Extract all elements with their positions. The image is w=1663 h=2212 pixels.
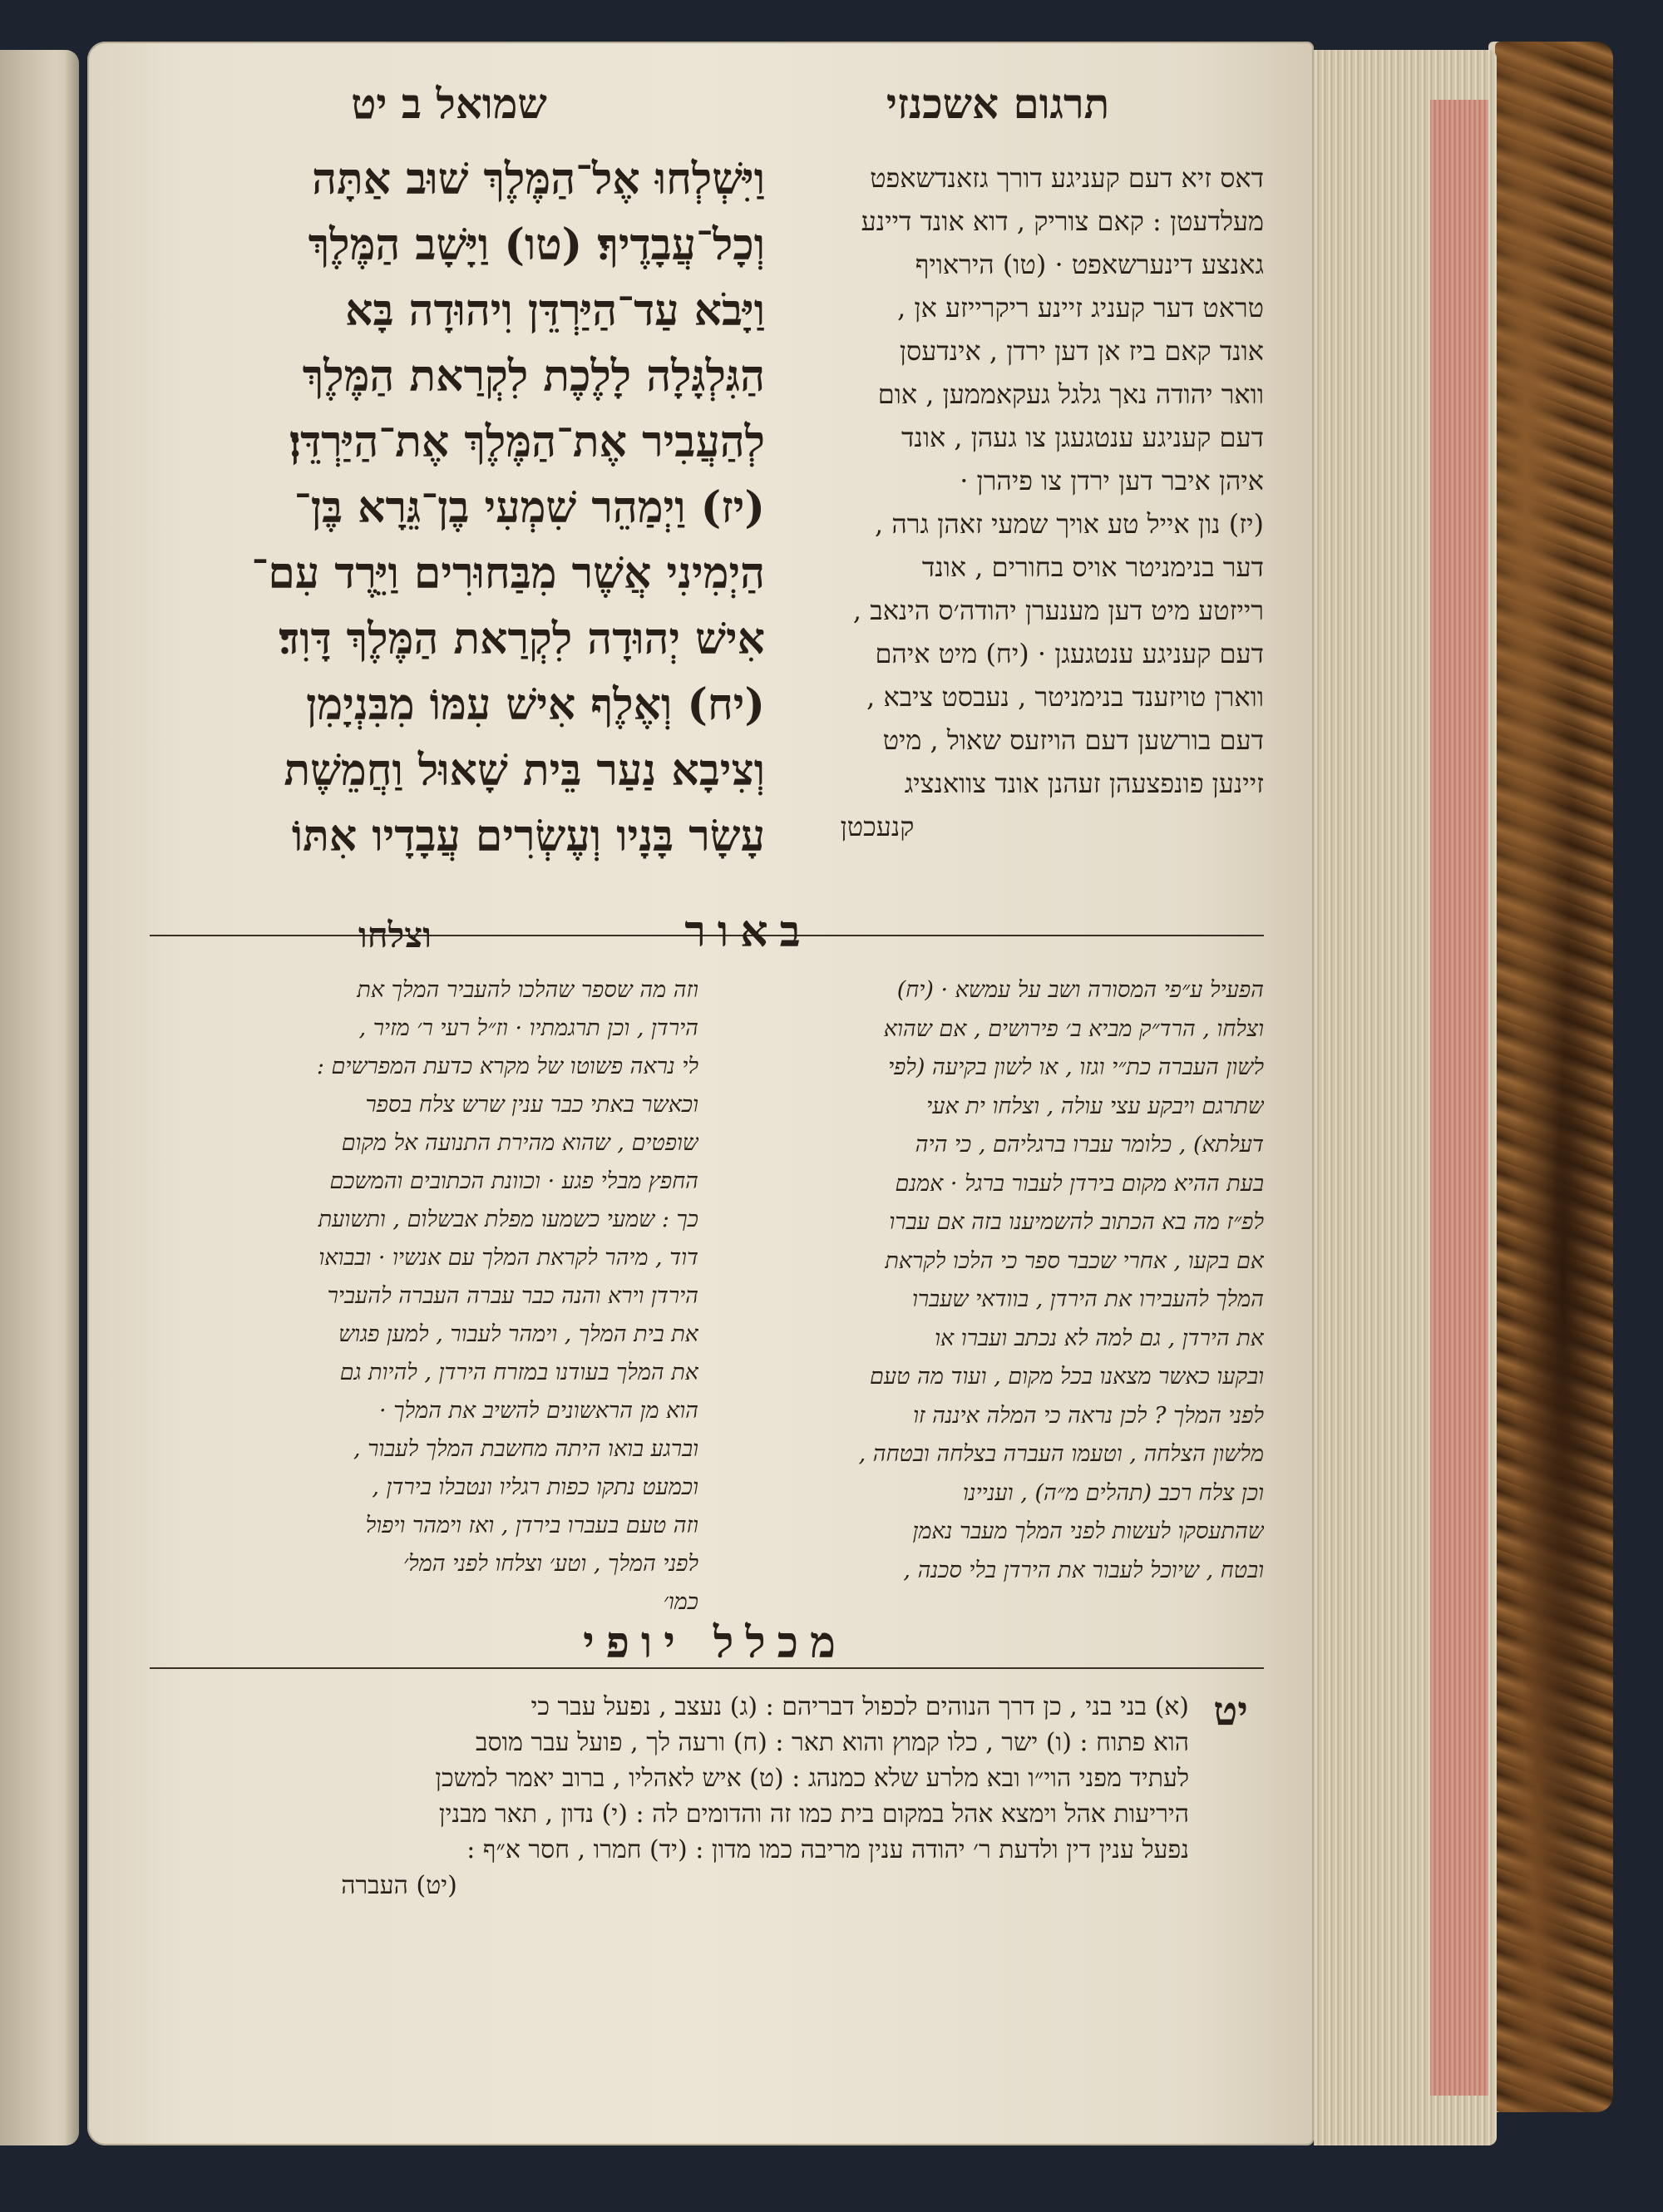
right-running-header: תרגום אשכנזי <box>886 79 1110 128</box>
biur-title: באור <box>684 906 812 957</box>
biur-commentary-line: את הירדן , גם למה לא נכתב ועברו או <box>935 1325 1264 1351</box>
biur-commentary-line: את בית המלך , וימהר לעבור , למען פגוש <box>338 1321 698 1347</box>
biur-commentary-line: הפעיל ע״פי המסורה ושב על עמשא · (יח) <box>896 977 1264 1003</box>
biur-commentary-line: הוא מן הראשונים להשיב את המלך · <box>379 1398 698 1424</box>
biur-commentary-line: וזה מה שספר שהלכו להעביר המלך את <box>357 977 698 1003</box>
biur-commentary-line: את המלך בעודנו במזרח הירדן , להיות גם <box>339 1360 698 1385</box>
left-page-fold <box>66 50 79 2145</box>
biur-commentary-line: לפ״ז מה בא הכתוב להשמיענו בזה אם עברו <box>889 1209 1264 1235</box>
bible-verse-line: לְהַעֲבִיר אֶת־הַמֶּלֶךְ אֶת־הַיַּרְדֵּן׃ <box>289 417 765 467</box>
bible-verse-line: וַיָּבֹא עַד־הַיַּרְדֵּן וִיהוּדָה בָּא <box>345 285 765 336</box>
biur-commentary-line: אם בקעו , אחרי שכבר ספר כי הלכו לקראת <box>885 1247 1264 1274</box>
bible-verse-line: וְצִיבָא נַעַר בֵּית שָׁאוּל וַחֲמֵשֶׁת <box>284 745 765 796</box>
biur-commentary-line: לשון העברה כת״י וגזו , או לשון בקיעה (לפי <box>888 1054 1264 1080</box>
mikhlol-line: הוא פתוח : (ו) ישר , כלו קמוץ והוא תאר : (ח) ורעה לך , פועל עבר מוסב <box>475 1728 1189 1757</box>
biur-commentary-line: בעת ההיא מקום בירדן לעבור ברגל · אמנם <box>895 1170 1264 1197</box>
bible-verse-line: וְכָל־עֲבָדֶיךָ׃ (טו) וַיָּשָׁב הַמֶּלֶךְ <box>308 220 765 270</box>
biur-commentary-line: החפץ מבלי פגע · וכוונת הכתובים והמשכם <box>329 1168 698 1194</box>
left-page-edge <box>0 50 79 2145</box>
biur-commentary-line: מלשון הצלחה , וטעמו העברה בצלחה ובטחה , <box>858 1441 1264 1467</box>
left-running-header: שמואל ב יט <box>351 79 547 128</box>
biur-commentary-line: ובטח , שיוכל לעבור את הירדן בלי סכנה , <box>903 1557 1264 1583</box>
targum-line: זיינען פונפצעהן זעהנן אונד צוואנציג <box>904 768 1264 799</box>
biur-commentary-line: הירדן , וכן תרגמתיו · וז״ל רעי ר׳ מזיר , <box>358 1015 698 1041</box>
bible-verse-line: אִישׁ יְהוּדָה לִקְרַאת הַמֶּלֶךְ דָּוִד׃ <box>279 614 765 664</box>
biur-commentary-line: שופטים , שהוא מהירת התנועה אל מקום <box>341 1130 698 1156</box>
biur-commentary-line: וכן צלח רכב (תהלים מ״ה) , ועניינו <box>962 1479 1264 1506</box>
targum-line: ווארן טויזענד בנימניטר , נעבסט ציבא , <box>866 681 1264 713</box>
targum-line: דאס זיא דעם קעניגע דורך גזאנדשאפט <box>870 162 1264 194</box>
mikhlol-line: נפעל ענין דין ולדעת ר׳ יהודה ענין מריבה כמו מדון : (יד) חמרו , חסר א״ף : <box>466 1835 1189 1864</box>
biur-commentary-line: דעלתא) , כלומר עברו ברגליהם , כי היה <box>915 1132 1264 1158</box>
targum-line: רייזטע מיט דען מענערן יהודה׳ס הינאב , <box>852 595 1264 626</box>
bible-verse-line: (יז) וַיְמַהֵר שִׁמְעִי בֶן־גֵּרָא בֶּן־ <box>294 482 765 533</box>
targum-line: אונד קאם ביז אן דען ירדן , אינדעסן <box>899 335 1264 367</box>
biur-commentary-line: שהתעסקו לעשות לפני המלך מעבר נאמן <box>912 1518 1264 1544</box>
biur-commentary-line: ובקעו כאשר מצאנו בכל מקום , ועוד מה טעם <box>870 1364 1264 1390</box>
biur-commentary-line: כך : שמעי כשמעו מפלת אבשלום , ותשועת <box>318 1207 698 1232</box>
biur-commentary-line: וכמעט נתקו כפות רגליו ונטבלו בירדן , <box>372 1474 698 1500</box>
biur-commentary-line: המלך להעבירו את הירדן , בוודאי שעברו <box>911 1286 1264 1312</box>
biur-commentary-line: לי נראה פשוטו של מקרא כדעת המפרשים : <box>316 1054 698 1079</box>
targum-line: דער בנימניטר אויס בחורים , אונד <box>921 551 1264 583</box>
targum-line: מעלדעטן : קאם צוריק , דוא אונד דיינע <box>861 205 1264 237</box>
mikhlol-line: (א) בני בני , כן דרך הנוהים לכפול דבריהם : (ג) נעצב , נפעל עבר כי <box>530 1692 1189 1721</box>
bible-verse-line: הַגִּלְגָּלָה לָלֶכֶת לִקְרַאת הַמֶּלֶךְ <box>302 351 765 402</box>
biur-commentary-line: וכאשר באתי כבר ענין שרש צלח בספר <box>365 1092 698 1118</box>
red-page-edge <box>1430 100 1488 2096</box>
bible-verse-line: עָשָׂר בָּנָיו וְעֶשְׂרִים עֲבָדָיו אִתּוֹ <box>291 811 765 862</box>
targum-line: איהן איבר דען ירדן צו פיהרן · <box>960 465 1264 496</box>
biur-commentary-line: וברגע בואו היתה מחשבת המלך לעבור , <box>353 1436 698 1462</box>
biur-commentary-line: שתרגם ויבקע עצי עולה , וצלחו ית אעי <box>926 1093 1264 1119</box>
biur-commentary-line: וזה טעם בעברו בירדן , ואז וימהר ויפול <box>365 1513 698 1538</box>
biur-commentary-line: כמו׳ <box>663 1589 698 1615</box>
targum-line: דעם קעניגע ענטגעגן צו געהן , אונד <box>901 422 1264 453</box>
biur-commentary-line: לפני המלך , וטע׳ וצלחו לפני המל׳ <box>402 1551 698 1577</box>
targum-line: גאנצע דינערשאפט · (טו) היראויף <box>915 249 1264 280</box>
targum-line: וואר יהודה נאך גלגל געקאממען , אום <box>877 378 1264 410</box>
biur-commentary-line: הירדן וירא והנה כבר עברה העברה להעביר <box>327 1283 698 1309</box>
mikhlol-line: (יט) העברה <box>341 1871 457 1900</box>
mikhlol-line: היריעות אהל וימצא אהל במקום בית כמו זה והדומים לה : (י) נדון , תאר מבנין <box>438 1800 1189 1829</box>
biur-commentary-line: וצלחו , הרד״ק מביא ב׳ פירושים , אם שהוא <box>883 1015 1264 1042</box>
mikhlol-line: לעתיד מפני הוי״ו ובא מלרע שלא כמנהג : (ט) איש לאהליו , ברוב יאמר למשכן <box>435 1764 1189 1793</box>
biur-commentary-line: לפני המלך ? לכן נראה כי המלה איננה זו <box>913 1402 1264 1429</box>
bible-verse-line: (יח) וְאֶלֶף אִישׁ עִמּוֹ מִבִּנְיָמִן <box>306 679 765 730</box>
biur-commentary-line: דוד , מיהר לקראת המלך עם אנשיו · ובבואו <box>318 1245 698 1271</box>
targum-line: דעם בורשען דעם הויזעס שאול , מיט <box>882 724 1264 756</box>
mikhlol-title: מכלל יופי <box>583 1617 847 1668</box>
targum-line: (יז) נון אייל טע אויך שמעי זאהן גרה , <box>875 508 1264 540</box>
marbled-book-cover <box>1488 42 1613 2112</box>
biur-catchword: וצלחו <box>358 915 432 955</box>
bible-verse-line: וַיִּשְׁלְחוּ אֶל־הַמֶּלֶךְ שׁוּב אַתָּה <box>312 154 765 205</box>
bible-verse-line: הַיְמִינִי אֲשֶׁר מִבַּחוּרִים וַיֵּרֶד עִם־ <box>251 548 765 599</box>
targum-line: דעם קעניגע ענטגעגן · (יח) מיט איהם <box>875 638 1264 669</box>
targum-line: טראט דער קעניג זיינע ריקרייזע אן , <box>897 292 1264 323</box>
chapter-marker: יט <box>1213 1688 1248 1735</box>
page-stack-edge <box>1314 50 1497 2145</box>
targum-line: קנעכטן <box>840 811 915 842</box>
